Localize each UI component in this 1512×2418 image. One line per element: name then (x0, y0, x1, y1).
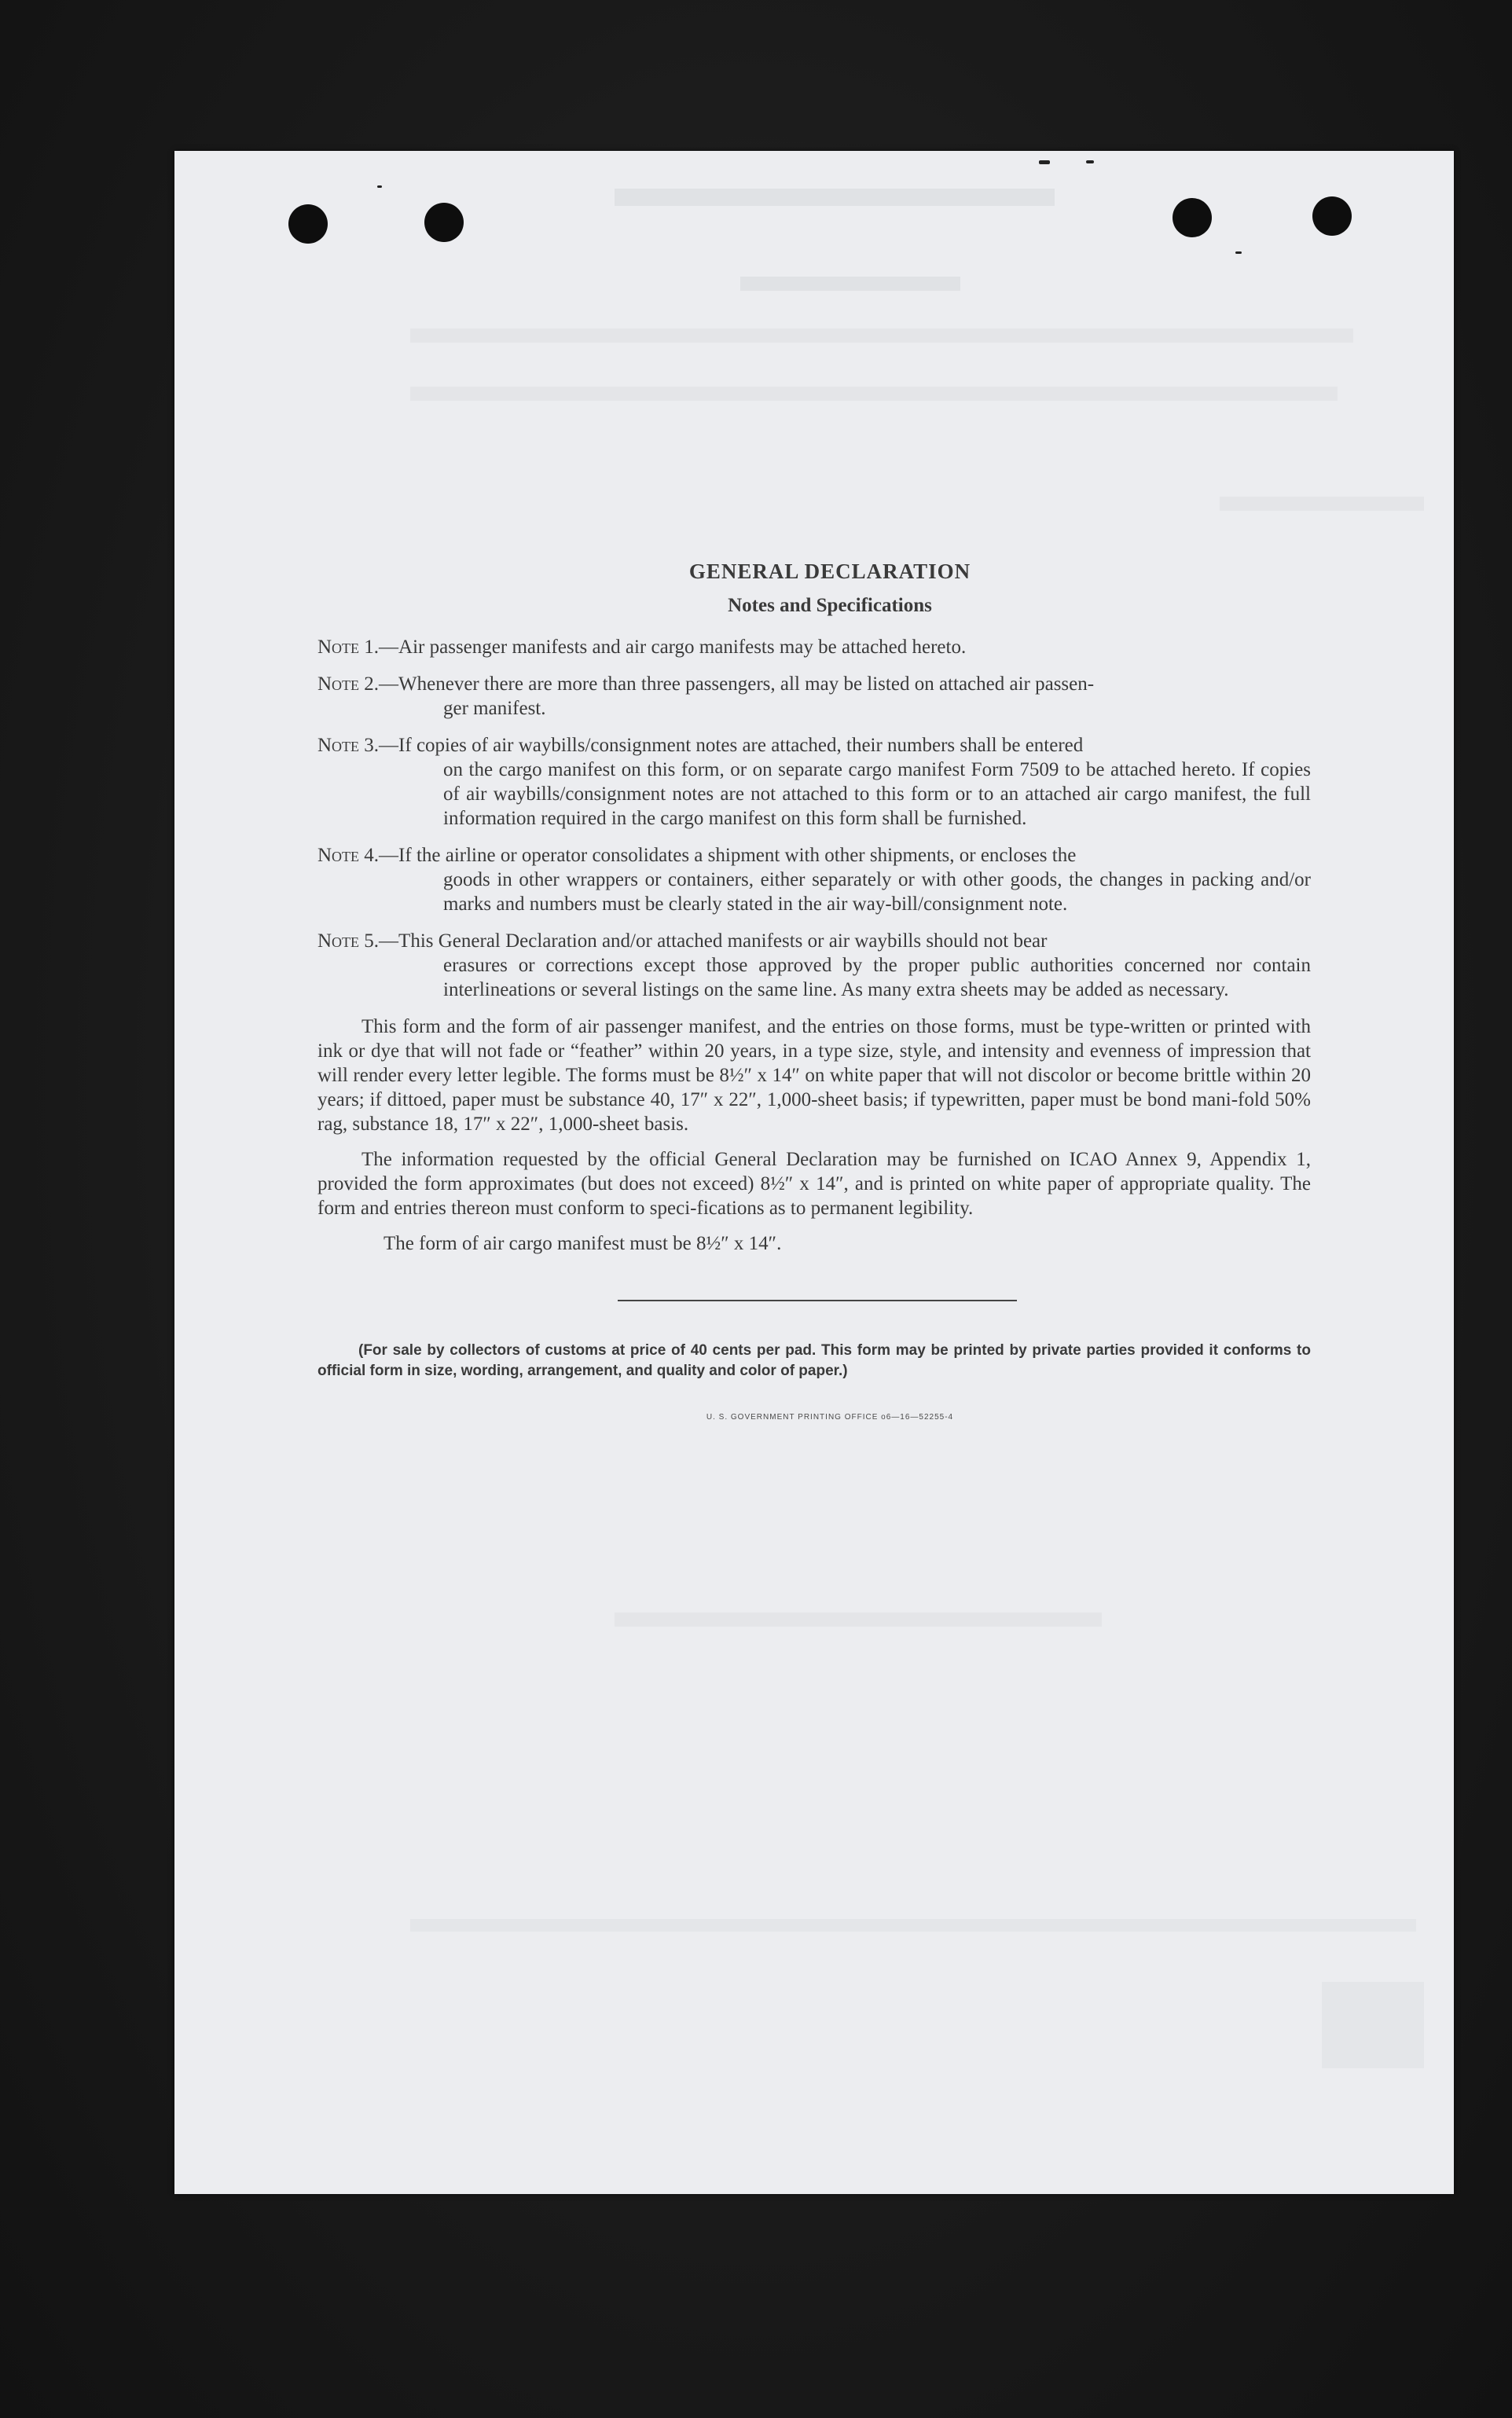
punch-hole-left-1 (288, 204, 328, 244)
punch-hole-right-2 (1312, 196, 1352, 236)
divider-rule (618, 1300, 1017, 1301)
paragraph-print-requirements: This form and the form of air passenger manifest, and the entries on those forms, must be type-written or printed with ink or dye that will not fade or “feather” within 20 years, in a type size, style, and intensity and evenness of impression that will render every letter legible. The forms must be 8½″ x 14″ on white paper that will not discolor or become brittle within 20 years; if dittoed, paper must be substance 40, 17″ x 22″, 1,000-sheet basis; if typewritten, paper must be bond mani-fold 50% rag, substance 18, 17″ x 22″, 1,000-sheet basis. (317, 1016, 1311, 1135)
note-3 (317, 733, 1311, 831)
note-4 (317, 843, 1311, 916)
note-text-continued: erasures or corrections except those approved by the proper public authorities concerned nor contain interlineations or several listings on the same line. As many extra sheets may be added as necessary. (443, 955, 1311, 1000)
show-through-texture (615, 1613, 1102, 1627)
note-text-continued: ger manifest. (443, 698, 546, 719)
show-through-texture (410, 387, 1338, 401)
note-label: Note 4. (317, 845, 380, 866)
show-through-texture (410, 328, 1353, 343)
note-text: —This General Declaration and/or attached manifests or air waybills should not bear (379, 930, 1048, 952)
document-sheet (174, 151, 1454, 2194)
note-text-continued: goods in other wrappers or containers, either separately or with other goods, the changes in packing and/or marks and numbers must be clearly stated in the air way-bill/consignment note. (443, 869, 1311, 915)
note-text: —Whenever there are more than three passengers, all may be listed on attached air passen- (379, 673, 1095, 695)
show-through-texture (615, 189, 1055, 206)
punch-hole-left-2 (424, 203, 464, 242)
note-text: —If the airline or operator consolidates a shipment with other shipments, or encloses the (379, 845, 1077, 866)
ink-speck (1235, 251, 1242, 254)
note-1 (317, 635, 1311, 659)
punch-hole-right-1 (1173, 198, 1212, 237)
note-text: —If copies of air waybills/consignment notes are attached, their numbers shall be entered (379, 735, 1084, 756)
page-title: GENERAL DECLARATION (688, 560, 971, 583)
printer-imprint: U. S. GOVERNMENT PRINTING OFFICE o6—16—52255-4 (706, 1413, 954, 1422)
note-label: Note 5. (317, 930, 380, 952)
note-label: Note 3. (317, 735, 380, 756)
page-subtitle: Notes and Specifications (728, 595, 932, 616)
ink-speck (1086, 160, 1094, 163)
show-through-texture (740, 277, 960, 291)
note-label: Note 2. (317, 673, 380, 695)
paragraph-cargo-manifest-size: The form of air cargo manifest must be 8½″ x 14″. (384, 1233, 782, 1254)
paragraph-icao-annex: The information requested by the official General Declaration may be furnished on ICAO Annex 9, Appendix 1, provided the form approximates (but does not exceed) 8½″ x 14″, and is printed on white paper of appropriate quality. The form and entries thereon must conform to speci-fications as to permanent legibility. (317, 1149, 1311, 1219)
note-5 (317, 929, 1311, 1002)
show-through-texture (1322, 1982, 1424, 2068)
note-text: —Air passenger manifests and air cargo manifests may be attached hereto. (379, 637, 967, 658)
notes-and-specifications (317, 560, 1311, 1429)
show-through-texture (1220, 497, 1424, 511)
ink-speck (377, 185, 382, 188)
ink-speck (1039, 160, 1050, 164)
note-text-continued: on the cargo manifest on this form, or on separate cargo manifest Form 7509 to be attached hereto. If copies of air waybills/consignment notes are not attached to this form or to an attached air cargo manifest, the full information required in the cargo manifest on this form shall be furnished. (443, 759, 1311, 829)
note-2 (317, 672, 1311, 721)
show-through-texture (410, 1919, 1416, 1932)
sale-notice: (For sale by collectors of customs at price of 40 cents per pad. This form may be printed by private parties provided it conforms to official form in size, wording, arrangement, and quality and color of paper.) (317, 1342, 1311, 1379)
note-label: Note 1. (317, 637, 380, 658)
